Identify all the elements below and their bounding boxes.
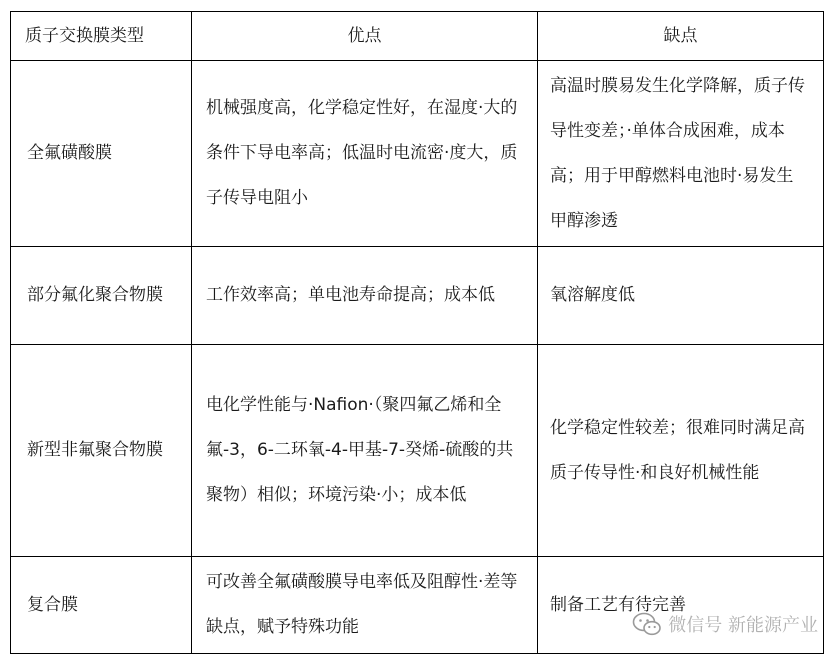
watermark <box>632 611 818 637</box>
header-advantages: 优点 <box>192 12 538 61</box>
cell-disadvantages: 化学稳定性较差；很难同时满足高质子传导性·和良好机械性能 <box>538 345 824 557</box>
cell-disadvantages: 高温时膜易发生化学降解，质子传导性变差；·单体合成困难，成本高；用于甲醇燃料电池时·易发生甲醇渗透 <box>538 61 824 247</box>
membrane-comparison-table <box>10 11 824 654</box>
wechat-icon <box>632 611 662 637</box>
cell-membrane-type: 新型非氟聚合物膜 <box>11 345 192 557</box>
table-row <box>11 345 824 557</box>
table-header-row <box>11 12 824 61</box>
cell-membrane-type: 复合膜 <box>11 557 192 654</box>
table-row <box>11 557 824 654</box>
cell-advantages: 机械强度高，化学稳定性好，在湿度·大的条件下导电率高；低温时电流密·度大，质子传导电阻小 <box>192 61 538 247</box>
cell-disadvantages: 氧溶解度低 <box>538 247 824 345</box>
cell-advantages: 工作效率高；单电池寿命提高；成本低 <box>192 247 538 345</box>
watermark-text: 微信号 新能源产业 <box>668 615 818 636</box>
header-disadvantages: 缺点 <box>538 12 824 61</box>
cell-disadvantages: 制备工艺有待完善 <box>538 557 824 654</box>
cell-membrane-type: 部分氟化聚合物膜 <box>11 247 192 345</box>
cell-membrane-type: 全氟磺酸膜 <box>11 61 192 247</box>
header-membrane-type: 质子交换膜类型 <box>11 12 192 61</box>
table-row <box>11 61 824 247</box>
table-row <box>11 247 824 345</box>
cell-advantages: 电化学性能与·Nafion·（聚四氟乙烯和全氟-3，6-二环氧-4-甲基-7-癸烯-硫酸的共聚物）相似；环境污染·小；成本低 <box>192 345 538 557</box>
cell-advantages: 可改善全氟磺酸膜导电率低及阻醇性·差等缺点，赋予特殊功能 <box>192 557 538 654</box>
